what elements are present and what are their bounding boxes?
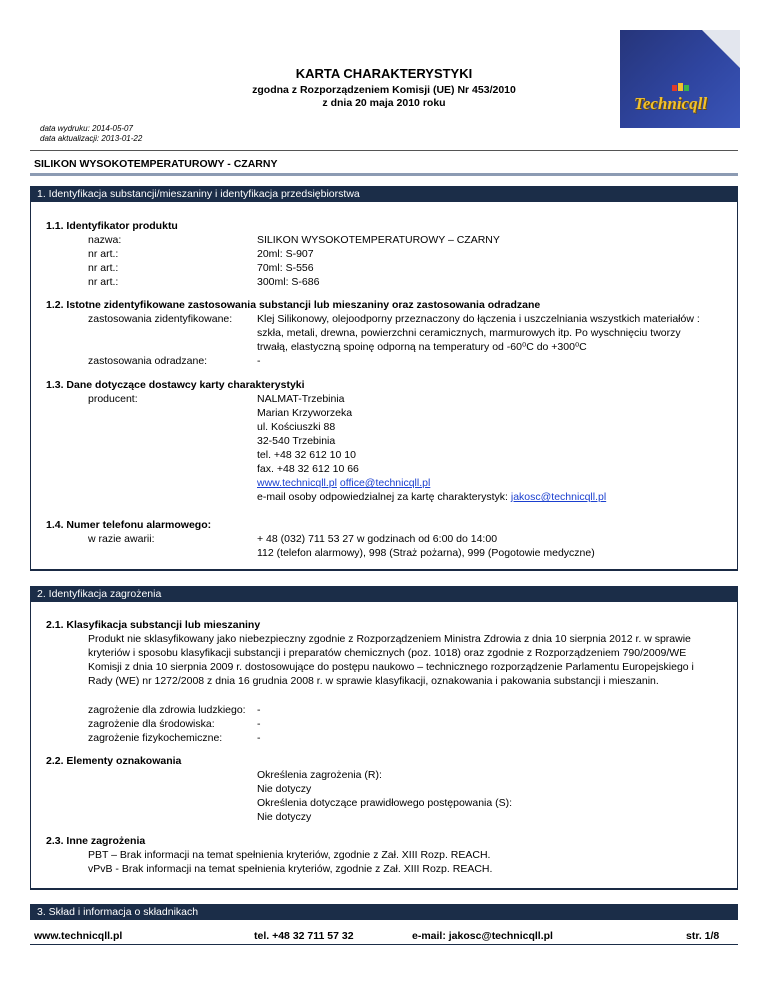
producer-label: producent: (88, 393, 138, 405)
footer-website: www.technicqll.pl (34, 930, 123, 942)
footer-divider (30, 944, 738, 945)
emergency-label: w razie awarii: (88, 533, 155, 545)
producer-line: 32-540 Trzebinia (257, 435, 336, 447)
article-value: 70ml: S-556 (257, 262, 314, 274)
identified-uses-line: Klej Silikonowy, olejoodporny przeznaczony do łączenia i uszczelniania wszystkich materiałów : (257, 313, 700, 325)
classification-paragraph-line: Komisji z dnia 10 sierpnia 2009 r. dostosowujące do postępu naukowo – technicznego rozporządzenie Parlamentu Europejskiego i (88, 661, 694, 673)
emergency-line: 112 (telefon alarmowy), 998 (Straż pożarna), 999 (Pogotowie medyczne) (257, 547, 595, 559)
subsection-1-2-title: 1.2. Istotne zidentyfikowane zastosowania substancji lub mieszaniny oraz zastosowania odradzane (46, 299, 541, 311)
classification-paragraph-line: Produkt nie sklasyfikowany jako niebezpieczny zgodnie z Rozporządzeniem Ministra Zdrowia z dnia 10 sierpnia 2012 r. w sprawie (88, 633, 691, 645)
physchem-hazard-value: - (257, 732, 261, 744)
footer-email: e-mail: jakosc@technicqll.pl (412, 930, 553, 942)
labelling-line: Określenia dotyczące prawidłowego postępowania (S): (257, 797, 513, 809)
article-label: nr art.: (88, 276, 119, 288)
identified-uses-line: szkła, metali, drewna, powierzchni ceramicznych, marmurowych itp. Po wyschnięciu tworzy (257, 327, 681, 339)
footer-phone: tel. +48 32 711 57 32 (254, 930, 354, 942)
technicqll-logo (620, 30, 740, 128)
name-value: SILIKON WYSOKOTEMPERATUROWY – CZARNY (257, 234, 500, 246)
environment-hazard-value: - (257, 718, 261, 730)
identified-uses-label: zastosowania zidentyfikowane: (88, 313, 233, 325)
responsible-email-prefix: e-mail osoby odpowiedzialnej za kartę charakterystyk: (257, 491, 511, 503)
producer-line: Marian Krzyworzeka (257, 407, 353, 419)
subsection-1-3-title: 1.3. Dane dotyczące dostawcy karty charakterystyki (46, 379, 305, 391)
document-title: KARTA CHARAKTERYSTYKI (295, 66, 473, 81)
unadvised-uses-label: zastosowania odradzane: (88, 355, 208, 367)
product-title: SILIKON WYSOKOTEMPERATUROWY - CZARNY (34, 158, 278, 170)
subsection-2-2-title: 2.2. Elementy oznakowania (46, 755, 182, 767)
health-hazard-value: - (257, 704, 261, 716)
responsible-email-link[interactable]: jakosc@technicqll.pl (510, 491, 607, 503)
producer-line: NALMAT-Trzebinia (257, 393, 345, 405)
environment-hazard-label: zagrożenie dla środowiska: (88, 718, 215, 730)
logo-text: Technicqll (634, 94, 708, 113)
identified-uses-line: trwałą, elastyczną spoinę odporną na temperatury od -60⁰C do +300⁰C (257, 341, 587, 353)
section-3-heading: 3. Skład i informacja o składnikach (30, 904, 738, 920)
section-2-heading: 2. Identyfikacja zagrożenia (30, 586, 738, 602)
labelling-line: Nie dotyczy (257, 811, 312, 823)
document-subtitle-regulation: zgodna z Rozporządzeniem Komisji (UE) Nr 453/2010 (252, 84, 516, 96)
page-number: str. 1/8 (686, 930, 720, 942)
subsection-2-1-title: 2.1. Klasyfikacja substancji lub mieszaniny (46, 619, 261, 631)
labelling-line: Nie dotyczy (257, 783, 312, 795)
responsible-email-line (257, 490, 606, 504)
producer-links (257, 476, 430, 490)
office-email-link[interactable]: office@technicqll.pl (339, 477, 431, 489)
subsection-2-3-title: 2.3. Inne zagrożenia (46, 835, 146, 847)
name-label: nazwa: (88, 234, 122, 246)
producer-line: tel. +48 32 612 10 10 (257, 449, 356, 461)
article-value: 20ml: S-907 (257, 248, 314, 260)
unadvised-uses-value: - (257, 355, 261, 367)
website-link[interactable]: www.technicqll.pl (257, 477, 337, 489)
subsection-1-1-title: 1.1. Identyfikator produktu (46, 220, 178, 232)
physchem-hazard-label: zagrożenie fizykochemiczne: (88, 732, 223, 744)
vpvb-line: vPvB - Brak informacji na temat spełnienia kryteriów, zgodnie z Zał. XIII Rozp. REACH. (88, 863, 493, 875)
classification-paragraph-line: kryteriów i sposobu klasyfikacji substancji i preparatów chemicznych (poz. 1018) oraz zgodnie z Rozporządzeniem 790/2009/WE (88, 647, 687, 659)
health-hazard-label: zagrożenie dla zdrowia ludzkiego: (88, 704, 246, 716)
divider (30, 173, 738, 176)
article-label: nr art.: (88, 262, 119, 274)
document-subtitle-date: z dnia 20 maja 2010 roku (322, 97, 446, 109)
article-label: nr art.: (88, 248, 119, 260)
classification-paragraph-line: Rady (WE) nr 1272/2008 z dnia 16 grudnia 2008 r. w sprawie klasyfikacji, oznakowania i pakowania substancji i mieszanin. (88, 675, 659, 687)
divider (30, 150, 738, 151)
emergency-line: + 48 (032) 711 53 27 w godzinach od 6:00 do 14:00 (257, 533, 498, 545)
labelling-line: Określenia zagrożenia (R): (257, 769, 382, 781)
article-value: 300ml: S-686 (257, 276, 320, 288)
producer-line: ul. Kościuszki 88 (257, 421, 336, 433)
update-date: data aktualizacji: 2013-01-22 (40, 134, 143, 143)
logo-mark-icon (672, 82, 690, 92)
subsection-1-4-title: 1.4. Numer telefonu alarmowego: (46, 519, 212, 531)
section-1-heading: 1. Identyfikacja substancji/mieszaniny i identyfikacja przedsiębiorstwa (30, 186, 738, 202)
producer-line: fax. +48 32 612 10 66 (257, 463, 359, 475)
pbt-line: PBT – Brak informacji na temat spełnienia kryteriów, zgodnie z Zał. XIII Rozp. REACH. (88, 849, 491, 861)
print-date: data wydruku: 2014-05-07 (40, 124, 133, 133)
